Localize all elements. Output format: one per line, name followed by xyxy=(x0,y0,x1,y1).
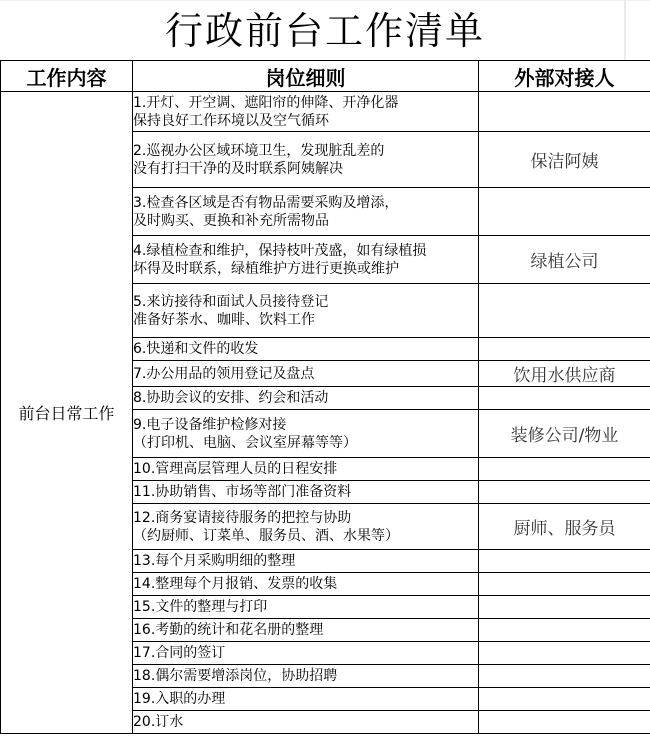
task-line: 10.管理高层管理人员的日程安排 xyxy=(133,461,338,477)
contact-cell[interactable] xyxy=(479,338,650,361)
task-cell[interactable] xyxy=(133,504,479,550)
contact-cell[interactable] xyxy=(479,573,650,596)
table-row xyxy=(1,92,650,132)
task-line: 9.电子设备维护检修对接 xyxy=(133,416,287,433)
contact-cell[interactable] xyxy=(479,711,650,734)
work-list-table xyxy=(0,60,650,734)
contact-cell-plants[interactable]: 绿植公司 xyxy=(479,236,650,284)
header-row xyxy=(1,61,650,92)
task-line: 保持良好工作环境以及空气循环 xyxy=(133,112,329,129)
task-line: 7.办公用品的领用登记及盘点 xyxy=(133,365,315,382)
contact-cell[interactable] xyxy=(479,481,650,504)
task-cell[interactable] xyxy=(133,361,479,387)
task-line: 坏得及时联系，绿植维护方进行更换或维护 xyxy=(133,260,399,277)
category-cell[interactable]: 前台日常工作 xyxy=(1,92,133,734)
contact-cell[interactable] xyxy=(479,188,650,236)
task-line: 12.商务宴请接待服务的把控与协助 xyxy=(133,509,352,526)
task-cell[interactable] xyxy=(133,665,479,688)
contact-cell[interactable] xyxy=(479,92,650,132)
task-cell[interactable] xyxy=(133,284,479,338)
contact-cell[interactable] xyxy=(479,619,650,642)
task-line: 16.考勤的统计和花名册的整理 xyxy=(133,622,324,638)
task-cell[interactable] xyxy=(133,481,479,504)
task-line: 及时购买、更换和补充所需物品 xyxy=(133,212,329,229)
task-line: 2.巡视办公区域环境卫生，发现脏乱差的 xyxy=(133,142,385,159)
task-cell[interactable] xyxy=(133,619,479,642)
contact-cell-water[interactable]: 饮用水供应商 xyxy=(479,361,650,387)
contact-cell[interactable] xyxy=(479,596,650,619)
header-external-contact[interactable]: 外部对接人 xyxy=(479,61,650,92)
contact-cell[interactable] xyxy=(479,458,650,481)
task-line: 3.检查各区域是否有物品需要采购及增添， xyxy=(133,194,399,211)
contact-cell-cleaning[interactable]: 保洁阿姨 xyxy=(479,132,650,188)
contact-cell-catering[interactable]: 厨师、服务员 xyxy=(479,504,650,550)
contact-cell[interactable] xyxy=(479,387,650,410)
task-cell[interactable] xyxy=(133,132,479,188)
contact-cell-repair[interactable]: 装修公司/物业 xyxy=(479,410,650,458)
task-line: 没有打扫干净的及时联系阿姨解决 xyxy=(133,160,343,177)
task-cell[interactable] xyxy=(133,550,479,573)
task-line: 14.整理每个月报销、发票的收集 xyxy=(133,576,338,592)
task-line: 15.文件的整理与打印 xyxy=(133,599,268,615)
task-line: 11.协助销售、市场等部门准备资料 xyxy=(133,484,352,500)
task-line: 5.来访接待和面试人员接待登记 xyxy=(133,293,329,310)
task-line: 18.偶尔需要增添岗位，协助招聘 xyxy=(133,668,338,684)
task-line: 19.入职的办理 xyxy=(133,691,226,707)
task-line: 4.绿植检查和维护，保持枝叶茂盛，如有绿植损 xyxy=(133,242,427,259)
task-cell[interactable] xyxy=(133,92,479,132)
task-cell[interactable] xyxy=(133,688,479,711)
sheet-title[interactable]: 行政前台工作清单 xyxy=(164,9,485,53)
contact-cell[interactable] xyxy=(479,665,650,688)
task-line: 准备好茶水、咖啡、饮料工作 xyxy=(133,311,315,328)
task-line: （打印机、电脑、会议室屏幕等等） xyxy=(133,434,357,451)
task-cell[interactable] xyxy=(133,458,479,481)
header-work-content[interactable]: 工作内容 xyxy=(1,61,133,92)
task-line: 20.订水 xyxy=(133,714,184,730)
contact-cell[interactable] xyxy=(479,642,650,665)
task-cell[interactable] xyxy=(133,711,479,734)
task-cell[interactable] xyxy=(133,410,479,458)
task-cell[interactable] xyxy=(133,338,479,361)
task-line: 17.合同的签订 xyxy=(133,645,226,661)
task-cell[interactable] xyxy=(133,236,479,284)
task-line: 1.开灯、开空调、遮阳帘的伸降、开净化器 xyxy=(133,94,399,111)
task-line: 13.每个月采购明细的整理 xyxy=(133,553,296,569)
task-cell[interactable] xyxy=(133,596,479,619)
header-job-details[interactable]: 岗位细则 xyxy=(133,61,479,92)
contact-cell[interactable] xyxy=(479,284,650,338)
task-line: 6.快递和文件的收发 xyxy=(133,341,259,357)
task-line: 8.协助会议的安排、约会和活动 xyxy=(133,390,329,406)
task-cell[interactable] xyxy=(133,188,479,236)
task-line: （约厨师、订菜单、服务员、酒、水果等） xyxy=(133,527,399,544)
contact-cell[interactable] xyxy=(479,550,650,573)
contact-cell[interactable] xyxy=(479,688,650,711)
task-cell[interactable] xyxy=(133,387,479,410)
task-cell[interactable] xyxy=(133,642,479,665)
task-cell[interactable] xyxy=(133,573,479,596)
